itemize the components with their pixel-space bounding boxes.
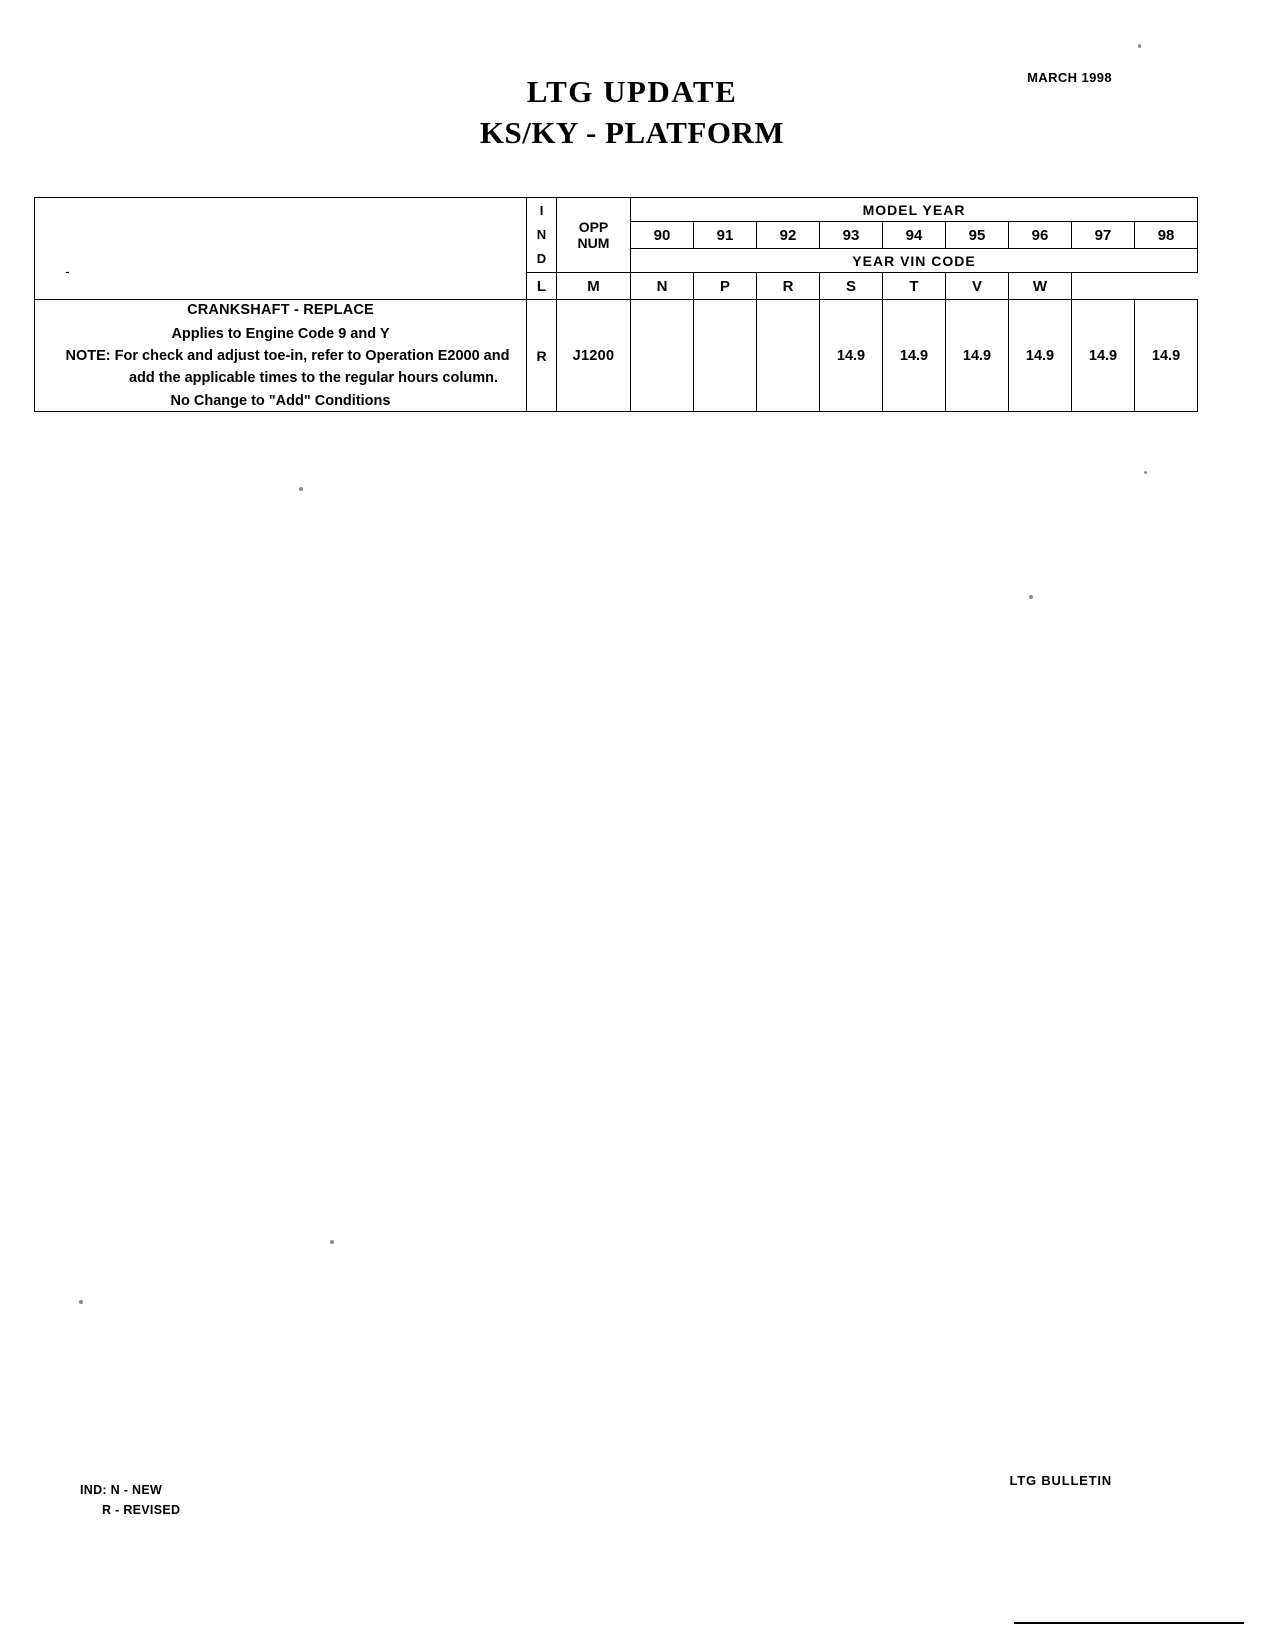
vin-code-t: T bbox=[883, 273, 946, 300]
scan-speck bbox=[330, 1240, 334, 1244]
ind-legend bbox=[80, 1480, 180, 1520]
opp-num-column-header bbox=[557, 198, 631, 273]
operation-name: CRANKSHAFT - REPLACE bbox=[187, 302, 374, 318]
row-opp-num: J1200 bbox=[557, 300, 631, 412]
operation-note-line-2: add the applicable times to the regular hours column. bbox=[128, 370, 498, 386]
operation-note-line-1: NOTE: For check and adjust toe-in, refer to Operation E2000 and bbox=[65, 348, 510, 364]
ind-legend-new: IND: N - NEW bbox=[80, 1483, 163, 1497]
labor-time-table bbox=[34, 197, 1181, 412]
operation-add-conditions: No Change to "Add" Conditions bbox=[170, 393, 391, 409]
model-year-98: 98 bbox=[1135, 222, 1198, 249]
ind-legend-revised: R - REVISED bbox=[102, 1503, 181, 1517]
ind-letter-d: D bbox=[536, 251, 547, 266]
scan-speck bbox=[1138, 44, 1141, 48]
model-year-90: 90 bbox=[631, 222, 694, 249]
vin-code-p: P bbox=[694, 273, 757, 300]
model-year-95: 95 bbox=[946, 222, 1009, 249]
row-value-91 bbox=[694, 300, 757, 412]
description-placeholder: - bbox=[65, 263, 70, 279]
model-year-97: 97 bbox=[1072, 222, 1135, 249]
year-vin-code-header: YEAR VIN CODE bbox=[631, 249, 1198, 273]
title-line-1: LTG UPDATE bbox=[526, 74, 738, 109]
operation-applies-to: Applies to Engine Code 9 and Y bbox=[171, 326, 390, 342]
date-stamp: MARCH 1998 bbox=[1027, 70, 1112, 85]
vin-code-v: V bbox=[946, 273, 1009, 300]
scan-speck bbox=[1144, 471, 1147, 474]
vin-code-n: N bbox=[631, 273, 694, 300]
vin-code-s: S bbox=[820, 273, 883, 300]
opp-label-line-2: NUM bbox=[577, 235, 610, 251]
model-year-94: 94 bbox=[883, 222, 946, 249]
model-year-group-header: MODEL YEAR bbox=[631, 198, 1198, 222]
model-year-96: 96 bbox=[1009, 222, 1072, 249]
row-value-97: 14.9 bbox=[1072, 300, 1135, 412]
row-value-96: 14.9 bbox=[1009, 300, 1072, 412]
row-value-93: 14.9 bbox=[820, 300, 883, 412]
row-value-98: 14.9 bbox=[1135, 300, 1198, 412]
model-year-93: 93 bbox=[820, 222, 883, 249]
model-year-91: 91 bbox=[694, 222, 757, 249]
ind-letter-n: N bbox=[536, 227, 547, 242]
bottom-rule bbox=[1014, 1622, 1244, 1624]
model-year-92: 92 bbox=[757, 222, 820, 249]
row-value-92 bbox=[757, 300, 820, 412]
page-title bbox=[0, 72, 1264, 154]
bulletin-label: LTG BULLETIN bbox=[1009, 1473, 1112, 1488]
opp-label-line-1: OPP bbox=[578, 219, 609, 235]
table-row bbox=[35, 300, 1198, 412]
scan-speck bbox=[79, 1300, 83, 1304]
scan-speck bbox=[1029, 595, 1033, 599]
row-value-94: 14.9 bbox=[883, 300, 946, 412]
row-description bbox=[35, 300, 527, 412]
vin-code-m: M bbox=[557, 273, 631, 300]
vin-code-r: R bbox=[757, 273, 820, 300]
vin-code-w: W bbox=[1009, 273, 1072, 300]
ind-column-header bbox=[527, 198, 557, 273]
title-line-2: KS/KY - PLATFORM bbox=[479, 115, 785, 150]
row-value-90 bbox=[631, 300, 694, 412]
row-value-95: 14.9 bbox=[946, 300, 1009, 412]
description-column-header bbox=[35, 198, 527, 300]
scan-speck bbox=[299, 487, 303, 491]
row-ind-value: R bbox=[527, 300, 557, 412]
vin-code-l: L bbox=[527, 273, 557, 300]
ind-letter-i: I bbox=[539, 203, 544, 218]
